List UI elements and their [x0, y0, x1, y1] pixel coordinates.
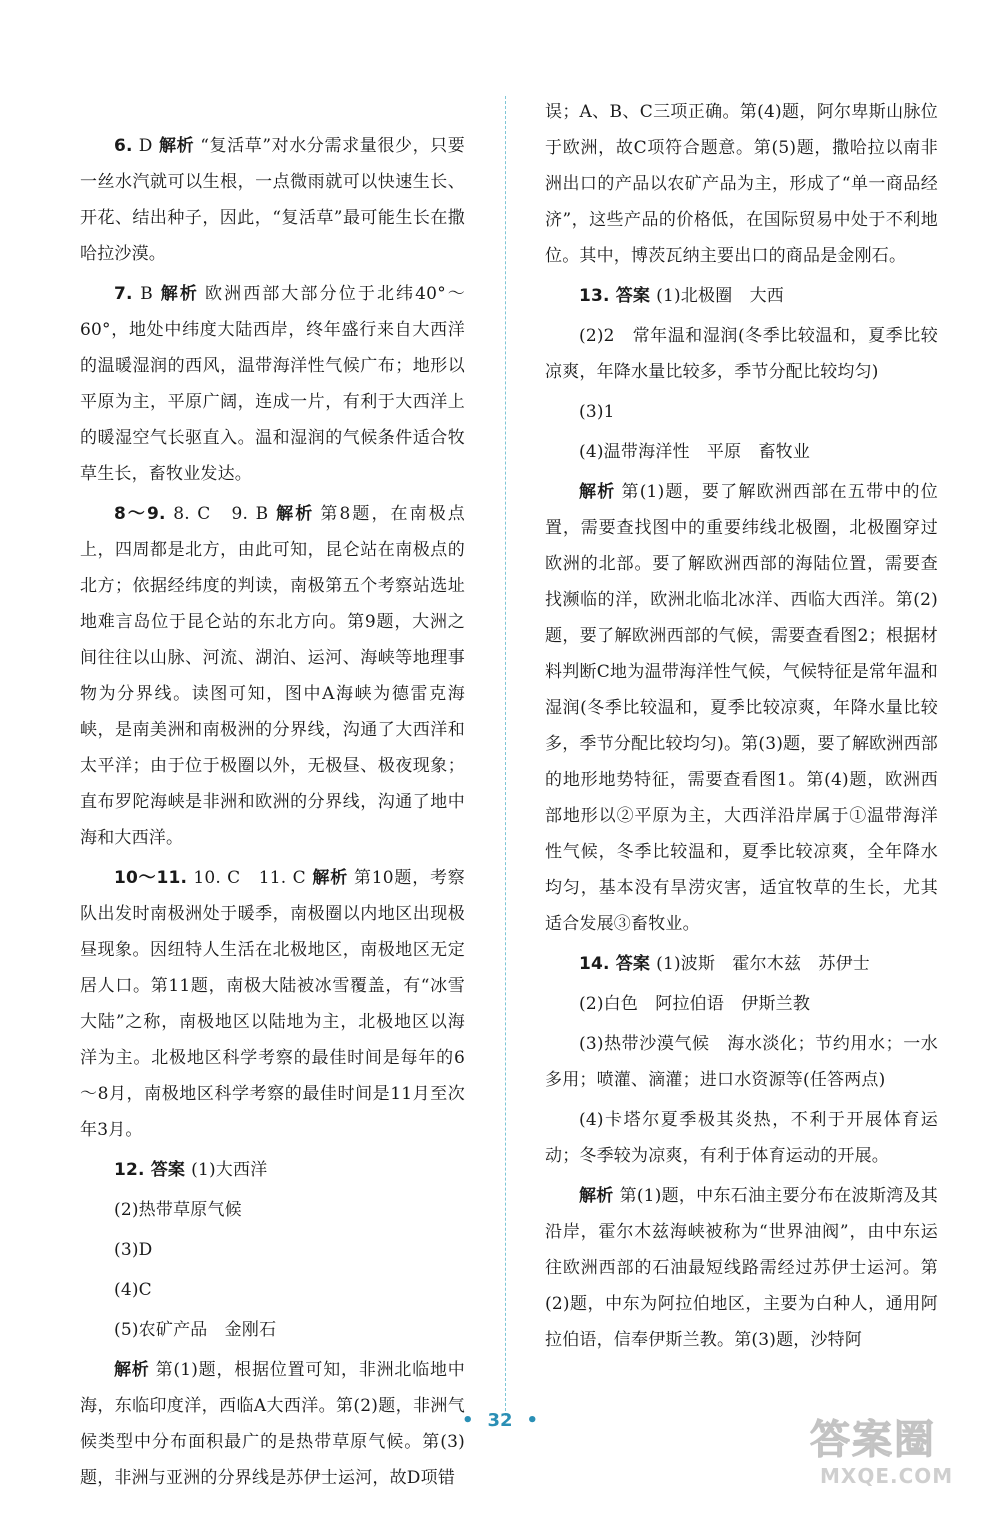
answer-label: 答案 [150, 1160, 186, 1180]
footer-dot-right: • [526, 1410, 539, 1431]
watermark-url: MXQE.COM [820, 1464, 954, 1488]
question-6 [80, 128, 465, 272]
question-12-answer-2: (2)热带草原气候 [114, 1200, 242, 1220]
question-14-analysis [545, 1178, 938, 1358]
analysis-label: 解析 [579, 482, 616, 502]
question-13-analysis [545, 474, 938, 942]
analysis-text: 第10题，考察队出发时南极洲处于暖季，南极圈以内地区出现极昼现象。因纽特人生活在北极地区，南极地区无定居人口。第11题，南极大陆被冰雪覆盖，有“冰雪大陆”之称，南极地区以陆地为主，北极地区以海洋为主。北极地区科学考察的最佳时间是每年的6～8月，南极地区科学考察的最佳时间是11月至次年3月。 [80, 868, 465, 1140]
question-12-answer-5: (5)农矿产品 金刚石 [114, 1320, 277, 1340]
question-number: 14. [579, 954, 610, 974]
footer-dot-left: • [461, 1410, 474, 1431]
question-number: 12. [114, 1160, 145, 1180]
analysis-text: 第(1)题，中东石油主要分布在波斯湾及其沿岸，霍尔木兹海峡被称为“世界油阀”，由中东运往欧洲西部的石油最短线路需经过苏伊士运河。第(2)题，中东为阿拉伯地区，主要为白种人，通用阿拉伯语，信奉伊斯兰教。第(3)题，沙特阿 [545, 1186, 938, 1350]
column-divider [505, 96, 506, 1416]
question-14-answer-2: (2)白色 阿拉伯语 伊斯兰教 [579, 994, 811, 1014]
answer-label: 答案 [615, 286, 651, 306]
question-number: 8～9. [114, 504, 166, 524]
watermark-logo-text: 答案圈 [810, 1417, 936, 1463]
analysis-text: 第(1)题，要了解欧洲西部在五带中的位置，需要查找图中的重要纬线北极圈，北极圈穿过欧洲的北部。要了解欧洲西部的海陆位置，需要查找濒临的洋，欧洲北临北冰洋、西临大西洋。第(2)题，要了解欧洲西部的气候，需要查看图2；根据材料判断C地为温带海洋性气候，气候特征是常年温和湿润(冬季比较温和，夏季比较凉爽，年降水量比较多，季节分配比较均匀)。第(3)题，要了解欧洲西部的地形地势特征，需要查看图1。第(4)题，欧洲西部地形以②平原为主，大西洋沿岸属于①温带海洋性气候，冬季比较温和，夏季比较凉爽，全年降水均匀，基本没有旱涝灾害，适宜牧草的生长，尤其适合发展③畜牧业。 [545, 482, 938, 934]
analysis-label: 解析 [158, 284, 200, 304]
answer-choice: B [132, 284, 153, 304]
answer-choice: D [132, 136, 153, 156]
question-13-answer-4: (4)温带海洋性 平原 畜牧业 [579, 442, 811, 462]
question-number: 10～11. [114, 868, 188, 888]
question-12-answer-3: (3)D [114, 1240, 153, 1260]
analysis-text: “复活草”对水分需求量很少，只要一丝水汽就可以生根，一点微雨就可以快速生长、开花、结出种子，因此，“复活草”最可能生长在撒哈拉沙漠。 [80, 136, 466, 264]
analysis-text: 第(1)题，根据位置可知，非洲北临地中海，东临印度洋，西临A大西洋。第(2)题，非洲气候类型中分布面积最广的是热带草原气候。第(3)题，非洲与亚洲的分界线是苏伊士运河，故D项错 [80, 1360, 465, 1488]
answer-choice: 8. C 9. B [165, 504, 269, 524]
question-10-11 [80, 860, 465, 1148]
left-column [80, 128, 465, 1500]
answer-label: 答案 [615, 954, 651, 974]
answer-choice: 10. C 11. C [187, 868, 306, 888]
answer-line: (1)大西洋 [191, 1160, 268, 1180]
analysis-text: 欧洲西部大部分位于北纬40°～60°，地处中纬度大陆西岸，终年盛行来自大西洋的温暖湿润的西风，温带海洋性气候广布；地形以平原为主，平原广阔，连成一片，有利于大西洋上的暖湿空气长驱直入。温和湿润的气候条件适合牧草生长，畜牧业发达。 [80, 284, 465, 484]
analysis-label: 解析 [274, 504, 315, 524]
page-number: 32 [487, 1410, 513, 1431]
question-14-answer-3: (3)热带沙漠气候 海水淡化；节约用水；一水多用；喷灌、滴灌；进口水资源等(任答两点) [545, 1034, 938, 1090]
analysis-text: 第8题，在南极点上，四周都是北方，由此可知，昆仑站在南极点的北方；依据经纬度的判读，南极第五个考察站选址地难言岛位于昆仑站的东北方向。第9题，大洲之间往往以山脉、河流、湖泊、运河、海峡等地理事物为分界线。读图可知，图中A海峡为德雷克海峡，是南美洲和南极洲的分界线，沟通了大西洋和太平洋；由于位于极圈以外，无极昼、极夜现象；直布罗陀海峡是非洲和欧洲的分界线，沟通了地中海和大西洋。 [80, 504, 466, 848]
question-8-9 [80, 496, 465, 856]
question-13-answer-3: (3)1 [579, 402, 615, 422]
question-13-answer-2: (2)2 常年温和湿润(冬季比较温和，夏季比较凉爽，年降水量比较多，季节分配比较均匀) [545, 326, 938, 382]
right-column [545, 94, 938, 1362]
answer-line: (1)北极圈 大西 [656, 286, 785, 306]
question-12-analysis-continued: 误；A、B、C三项正确。第(4)题，阿尔卑斯山脉位于欧洲，故C项符合题意。第(5)题，撒哈拉以南非洲出口的产品以农矿产品为主，形成了“单一商品经济”，这些产品的价格低，在国际贸易中处于不利地位。其中，博茨瓦纳主要出口的商品是金刚石。 [545, 102, 938, 266]
question-13-answer-1 [545, 278, 938, 314]
question-number: 6. [114, 136, 133, 156]
question-14-answer-4: (4)卡塔尔夏季极其炎热，不利于开展体育运动；冬季较为凉爽，有利于体育运动的开展。 [545, 1110, 938, 1166]
question-14-answer-1 [545, 946, 938, 982]
site-watermark [810, 1408, 980, 1503]
question-number: 7. [114, 284, 133, 304]
question-number: 13. [579, 286, 610, 306]
answer-line: (1)波斯 霍尔木兹 苏伊士 [656, 954, 871, 974]
analysis-label: 解析 [114, 1360, 150, 1380]
question-12-answer-4: (4)C [114, 1280, 152, 1300]
analysis-label: 解析 [579, 1186, 614, 1206]
question-12-answer-1 [80, 1152, 465, 1188]
analysis-label: 解析 [158, 136, 195, 156]
analysis-label: 解析 [311, 868, 348, 888]
question-7 [80, 276, 465, 492]
